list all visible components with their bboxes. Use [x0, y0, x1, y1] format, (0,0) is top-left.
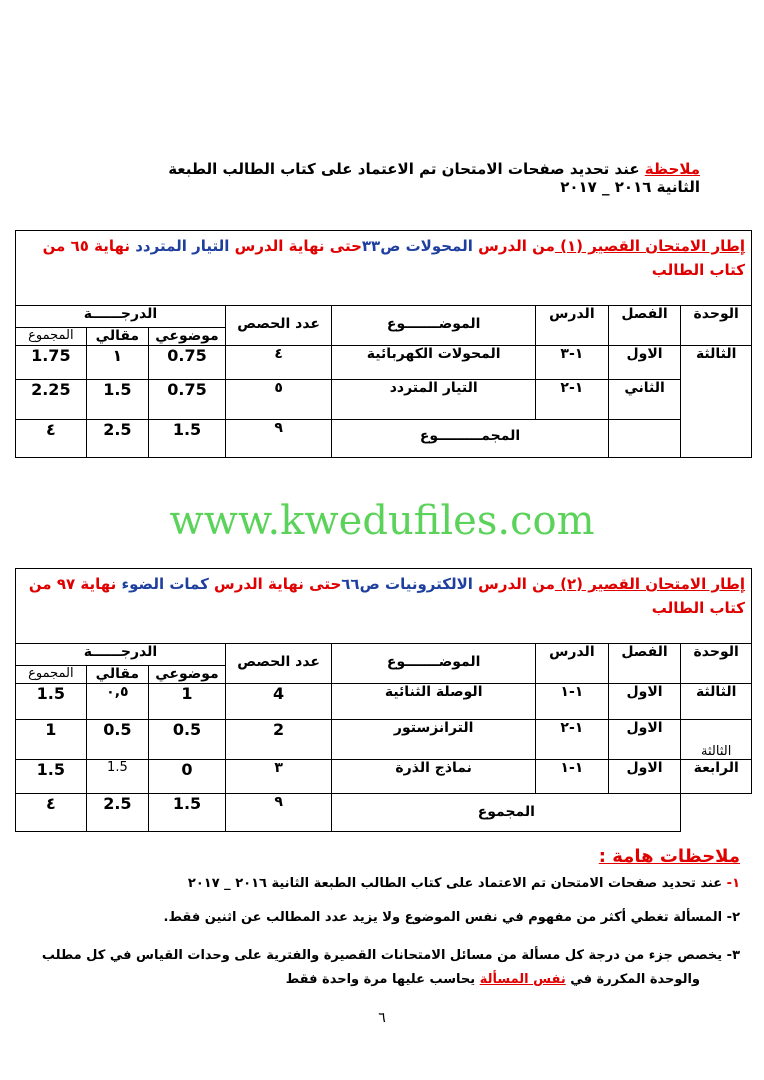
note-label: ملاحظة	[644, 160, 700, 178]
chapter-cell: الاول	[608, 684, 681, 720]
essay-cell: 0.5	[86, 720, 148, 760]
total-cell: 1	[16, 720, 87, 760]
note-text: عند تحديد صفحات الامتحان تم الاعتماد على كتاب الطالب الطبعة الثانية ٢٠١٦ _ ٢٠١٧	[168, 160, 700, 196]
notes-title	[60, 846, 740, 867]
objective-cell: 0.75	[149, 346, 226, 380]
topic-cell: نماذج الذرة	[332, 760, 536, 794]
note-1-text: عند تحديد صفحات الامتحان تم الاعتماد على كتاب الطالب الطبعة الثانية ٢٠١٦ _ ٢٠١٧	[187, 876, 723, 891]
col-total: المجموع	[16, 666, 87, 684]
sum-essay: 2.5	[86, 420, 148, 458]
chapter-cell: الاول	[608, 346, 681, 380]
lesson-cell: ١-١	[536, 684, 609, 720]
sum-label: المجموع	[332, 794, 681, 832]
topic-cell: المحولات الكهربائية	[332, 346, 536, 380]
unit-cell: الرابعة	[681, 760, 752, 794]
col-essay: مقالي	[86, 328, 148, 346]
sum-total: ٤	[16, 794, 87, 832]
top-note	[120, 160, 700, 196]
note-3-end: يحاسب عليها مرة واحدة فقط	[285, 972, 480, 987]
quiz2-end-page: نهاية ٩٧ من كتاب الطالب	[28, 575, 745, 617]
sum-total: ٤	[16, 420, 87, 458]
periods-cell: 4	[225, 684, 331, 720]
note-2: ٢- المسألة تغطي أكثر من مفهوم في نفس الموضوع ولا يزيد عدد المطالب عن اثنين فقط.	[163, 910, 740, 925]
quiz1-table	[15, 230, 752, 458]
sum-objective: 1.5	[149, 420, 226, 458]
unit-cell: الثالثة	[681, 684, 752, 720]
watermark-url: www.kwedufiles.com	[169, 498, 595, 544]
note-3-part: والوحدة المكررة في	[565, 972, 700, 987]
quiz2-caption	[16, 569, 752, 644]
lesson-cell: ١-٣	[536, 346, 609, 380]
lesson-cell: ١-١	[536, 760, 609, 794]
col-lesson: الدرس	[536, 644, 609, 684]
topic-cell: الترانزستور	[332, 720, 536, 760]
note-1	[60, 876, 740, 891]
note-3-highlight: نفس المسألة	[479, 972, 566, 987]
col-unit: الوحدة	[681, 644, 752, 684]
col-unit: الوحدة	[681, 306, 752, 346]
essay-cell: ٠,٥	[86, 684, 148, 720]
col-topic: الموضـــــــوع	[332, 644, 536, 684]
lesson-cell: ١-٢	[536, 380, 609, 420]
chapter-cell: الاول	[608, 720, 681, 760]
sum-objective: 1.5	[149, 794, 226, 832]
periods-cell: ٣	[225, 760, 331, 794]
col-periods: عدد الحصص	[225, 306, 331, 346]
objective-cell: 0.75	[149, 380, 226, 420]
col-periods: عدد الحصص	[225, 644, 331, 684]
objective-cell: 0	[149, 760, 226, 794]
quiz2-table	[15, 568, 752, 832]
col-lesson: الدرس	[536, 306, 609, 346]
quiz2-title: إطار الامتحان القصير (٢)	[554, 575, 745, 593]
col-essay: مقالي	[86, 666, 148, 684]
sum-label: المجمـــــــــوع	[332, 420, 608, 458]
quiz2-end-lesson: كمات الضوء	[121, 575, 209, 593]
notes-title-text: ملاحظات هامة :	[598, 846, 740, 867]
note-3-cont	[40, 972, 700, 987]
total-cell: 2.25	[16, 380, 87, 420]
essay-cell: 1.5	[86, 760, 148, 794]
col-chapter: الفصل	[608, 644, 681, 684]
lesson-cell: ١-٢	[536, 720, 609, 760]
unit-cell: الثالثة	[681, 346, 752, 458]
sum-empty	[681, 794, 752, 832]
sum-periods: ٩	[225, 794, 331, 832]
quiz1-title: إطار الامتحان القصير (١)	[554, 237, 745, 255]
total-cell: 1.5	[16, 760, 87, 794]
col-objective: موضوعي	[149, 328, 226, 346]
sum-essay: 2.5	[86, 794, 148, 832]
total-cell: 1.5	[16, 684, 87, 720]
chapter-cell: الاول	[608, 760, 681, 794]
essay-cell: 1.5	[86, 380, 148, 420]
total-cell: 1.75	[16, 346, 87, 380]
quiz2-start-lesson: الالكترونيات ص٦٦	[341, 575, 473, 593]
quiz1-end-lesson: التيار المتردد	[135, 237, 230, 255]
quiz1-from: من الدرس	[472, 237, 555, 255]
sum-empty	[608, 420, 681, 458]
col-grade: الدرجــــــة	[16, 644, 226, 666]
page-number: ٦	[378, 1010, 386, 1026]
quiz1-end-page: نهاية ٦٥ من كتاب الطالب	[42, 237, 745, 279]
quiz2-from: من الدرس	[472, 575, 555, 593]
col-chapter: الفصل	[608, 306, 681, 346]
essay-cell: ١	[86, 346, 148, 380]
quiz2-to: حتى نهاية الدرس	[208, 575, 342, 593]
col-topic: الموضـــــــوع	[332, 306, 536, 346]
note-3: ٣- يخصص جزء من درجة كل مسألة من مسائل الامتحانات القصيرة والفترية على وحدات القياس في كل مطلب	[41, 948, 740, 963]
col-objective: موضوعي	[149, 666, 226, 684]
objective-cell: 0.5	[149, 720, 226, 760]
quiz1-start-lesson: المحولات ص٣٣	[361, 237, 473, 255]
unit-cell: الثالثة	[681, 720, 752, 760]
note-1-num: ١-	[722, 876, 740, 891]
periods-cell: ٥	[225, 380, 331, 420]
topic-cell: الوصلة الثنائية	[332, 684, 536, 720]
periods-cell: 2	[225, 720, 331, 760]
quiz1-to: حتى نهاية الدرس	[229, 237, 362, 255]
col-grade: الدرجــــــة	[16, 306, 226, 328]
topic-cell: التيار المتردد	[332, 380, 536, 420]
sum-periods: ٩	[225, 420, 331, 458]
chapter-cell: الثاني	[608, 380, 681, 420]
col-total: المجموع	[16, 328, 87, 346]
quiz1-caption	[16, 231, 752, 306]
periods-cell: ٤	[225, 346, 331, 380]
objective-cell: 1	[149, 684, 226, 720]
